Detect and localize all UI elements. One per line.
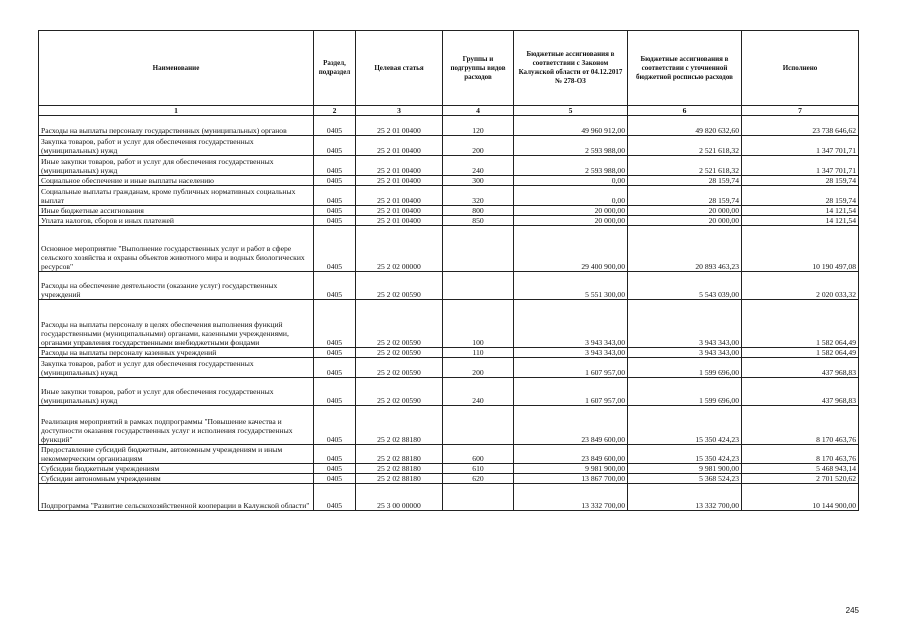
row-section: 0405 bbox=[314, 272, 356, 300]
column-number: 7 bbox=[742, 106, 859, 116]
row-section: 0405 bbox=[314, 206, 356, 216]
row-article: 25 2 01 00400 bbox=[356, 176, 443, 186]
row-article: 25 2 01 00400 bbox=[356, 186, 443, 206]
row-name: Основное мероприятие "Выполнение государственных услуг и работ в сфере сельского хозяйства и охраны объектов животного мира и водных биологических ресурсов" bbox=[39, 226, 314, 272]
row-name: Расходы на обеспечение деятельности (оказание услуг) государственных учреждений bbox=[39, 272, 314, 300]
row-refined-allocation: 5 543 039,00 bbox=[628, 272, 742, 300]
row-law-allocation: 20 000,00 bbox=[514, 216, 628, 226]
row-section: 0405 bbox=[314, 136, 356, 156]
row-section: 0405 bbox=[314, 445, 356, 464]
row-section: 0405 bbox=[314, 348, 356, 358]
row-group: 320 bbox=[443, 186, 514, 206]
table-row bbox=[39, 474, 859, 484]
row-name: Расходы на выплаты персоналу в целях обеспечения выполнения функций государственными (муниципальными) органами, казенными учреждениями, органами управления государственными внебюджетными фондами bbox=[39, 300, 314, 348]
table-row bbox=[39, 136, 859, 156]
row-refined-allocation: 2 521 618,32 bbox=[628, 136, 742, 156]
header-executed: Исполнено bbox=[742, 31, 859, 106]
row-article: 25 2 02 88180 bbox=[356, 445, 443, 464]
row-refined-allocation: 2 521 618,32 bbox=[628, 156, 742, 176]
row-article: 25 2 02 88180 bbox=[356, 474, 443, 484]
row-section: 0405 bbox=[314, 186, 356, 206]
row-section: 0405 bbox=[314, 464, 356, 474]
column-number-row bbox=[39, 106, 859, 116]
row-refined-allocation: 3 943 343,00 bbox=[628, 348, 742, 358]
table-row bbox=[39, 226, 859, 272]
row-group bbox=[443, 272, 514, 300]
row-section: 0405 bbox=[314, 300, 356, 348]
row-section: 0405 bbox=[314, 216, 356, 226]
row-refined-allocation: 9 981 900,00 bbox=[628, 464, 742, 474]
row-article: 25 2 02 00590 bbox=[356, 358, 443, 378]
row-executed: 1 582 064,49 bbox=[742, 348, 859, 358]
header-law-allocation: Бюджетные ассигнования в соответствии с Законом Калужской области от 04.12.2017 № 278-ОЗ bbox=[514, 31, 628, 106]
row-name: Закупка товаров, работ и услуг для обеспечения государственных (муниципальных) нужд bbox=[39, 136, 314, 156]
row-section: 0405 bbox=[314, 116, 356, 136]
row-group bbox=[443, 406, 514, 445]
row-name: Субсидии автономным учреждениям bbox=[39, 474, 314, 484]
header-article: Целевая статья bbox=[356, 31, 443, 106]
column-number: 3 bbox=[356, 106, 443, 116]
row-group bbox=[443, 484, 514, 511]
row-law-allocation: 23 849 600,00 bbox=[514, 406, 628, 445]
table-row bbox=[39, 116, 859, 136]
row-group: 240 bbox=[443, 378, 514, 406]
row-group: 110 bbox=[443, 348, 514, 358]
row-article: 25 2 02 88180 bbox=[356, 464, 443, 474]
row-name: Социальное обеспечение и иные выплаты населению bbox=[39, 176, 314, 186]
row-refined-allocation: 1 599 696,00 bbox=[628, 358, 742, 378]
row-article: 25 3 00 00000 bbox=[356, 484, 443, 511]
row-group: 800 bbox=[443, 206, 514, 216]
row-executed: 8 170 463,76 bbox=[742, 406, 859, 445]
row-refined-allocation: 49 820 632,60 bbox=[628, 116, 742, 136]
row-name: Подпрограмма "Развитие сельскохозяйственной кооперации в Калужской области" bbox=[39, 484, 314, 511]
row-law-allocation: 2 593 988,00 bbox=[514, 136, 628, 156]
row-executed: 1 582 064,49 bbox=[742, 300, 859, 348]
row-law-allocation: 0,00 bbox=[514, 186, 628, 206]
row-law-allocation: 23 849 600,00 bbox=[514, 445, 628, 464]
column-number: 6 bbox=[628, 106, 742, 116]
table-row bbox=[39, 378, 859, 406]
row-executed: 1 347 701,71 bbox=[742, 156, 859, 176]
row-article: 25 2 02 88180 bbox=[356, 406, 443, 445]
row-law-allocation: 29 400 900,00 bbox=[514, 226, 628, 272]
row-executed: 8 170 463,76 bbox=[742, 445, 859, 464]
row-article: 25 2 02 00590 bbox=[356, 272, 443, 300]
row-section: 0405 bbox=[314, 474, 356, 484]
row-executed: 14 121,54 bbox=[742, 206, 859, 216]
row-name: Расходы на выплаты персоналу государственных (муниципальных) органов bbox=[39, 116, 314, 136]
row-law-allocation: 13 332 700,00 bbox=[514, 484, 628, 511]
row-law-allocation: 2 593 988,00 bbox=[514, 156, 628, 176]
row-article: 25 2 02 00590 bbox=[356, 378, 443, 406]
column-number: 4 bbox=[443, 106, 514, 116]
column-number: 5 bbox=[514, 106, 628, 116]
row-article: 25 2 02 00590 bbox=[356, 300, 443, 348]
row-article: 25 2 02 00590 bbox=[356, 348, 443, 358]
row-law-allocation: 49 960 912,00 bbox=[514, 116, 628, 136]
row-refined-allocation: 28 159,74 bbox=[628, 176, 742, 186]
row-name: Иные закупки товаров, работ и услуг для обеспечения государственных (муниципальных) нужд bbox=[39, 378, 314, 406]
row-refined-allocation: 15 350 424,23 bbox=[628, 406, 742, 445]
table-row bbox=[39, 358, 859, 378]
row-executed: 2 020 033,32 bbox=[742, 272, 859, 300]
row-refined-allocation: 20 000,00 bbox=[628, 206, 742, 216]
row-refined-allocation: 20 893 463,23 bbox=[628, 226, 742, 272]
row-law-allocation: 13 867 700,00 bbox=[514, 474, 628, 484]
row-section: 0405 bbox=[314, 156, 356, 176]
row-group: 620 bbox=[443, 474, 514, 484]
row-executed: 437 968,83 bbox=[742, 378, 859, 406]
row-law-allocation: 20 000,00 bbox=[514, 206, 628, 216]
row-article: 25 2 02 00000 bbox=[356, 226, 443, 272]
row-refined-allocation: 13 332 700,00 bbox=[628, 484, 742, 511]
row-group: 600 bbox=[443, 445, 514, 464]
row-executed: 5 468 943,14 bbox=[742, 464, 859, 474]
table-row bbox=[39, 484, 859, 511]
row-executed: 10 190 497,08 bbox=[742, 226, 859, 272]
row-name: Предоставление субсидий бюджетным, автономным учреждениям и иным некоммерческим организациям bbox=[39, 445, 314, 464]
row-name: Расходы на выплаты персоналу казенных учреждений bbox=[39, 348, 314, 358]
row-name: Социальные выплаты гражданам, кроме публичных нормативных социальных выплат bbox=[39, 186, 314, 206]
column-number: 1 bbox=[39, 106, 314, 116]
table-body bbox=[39, 116, 859, 511]
row-executed: 28 159,74 bbox=[742, 176, 859, 186]
table-row bbox=[39, 206, 859, 216]
row-refined-allocation: 5 368 524,23 bbox=[628, 474, 742, 484]
table-row bbox=[39, 464, 859, 474]
row-executed: 10 144 900,00 bbox=[742, 484, 859, 511]
table-row bbox=[39, 156, 859, 176]
table-row bbox=[39, 216, 859, 226]
row-name: Субсидии бюджетным учреждениям bbox=[39, 464, 314, 474]
row-executed: 23 738 646,62 bbox=[742, 116, 859, 136]
table-row bbox=[39, 406, 859, 445]
row-executed: 28 159,74 bbox=[742, 186, 859, 206]
table-row bbox=[39, 300, 859, 348]
row-article: 25 2 01 00400 bbox=[356, 216, 443, 226]
row-refined-allocation: 20 000,00 bbox=[628, 216, 742, 226]
row-executed: 437 968,83 bbox=[742, 358, 859, 378]
row-name: Реализация мероприятий в рамках подпрограммы "Повышение качества и доступности оказания государственных услуг и исполнения государственных функций" bbox=[39, 406, 314, 445]
budget-document bbox=[38, 30, 858, 511]
row-executed: 1 347 701,71 bbox=[742, 136, 859, 156]
row-executed: 14 121,54 bbox=[742, 216, 859, 226]
header-refined-allocation: Бюджетные ассигнования в соответствии с уточненной бюджетной росписью расходов bbox=[628, 31, 742, 106]
row-law-allocation: 1 607 957,00 bbox=[514, 358, 628, 378]
header-row bbox=[39, 31, 859, 106]
row-article: 25 2 01 00400 bbox=[356, 206, 443, 216]
row-group: 240 bbox=[443, 156, 514, 176]
row-law-allocation: 1 607 957,00 bbox=[514, 378, 628, 406]
row-article: 25 2 01 00400 bbox=[356, 156, 443, 176]
row-refined-allocation: 1 599 696,00 bbox=[628, 378, 742, 406]
row-refined-allocation: 28 159,74 bbox=[628, 186, 742, 206]
header-group: Группы и подгруппы видов расходов bbox=[443, 31, 514, 106]
row-name: Закупка товаров, работ и услуг для обеспечения государственных (муниципальных) нужд bbox=[39, 358, 314, 378]
column-number: 2 bbox=[314, 106, 356, 116]
row-law-allocation: 0,00 bbox=[514, 176, 628, 186]
row-section: 0405 bbox=[314, 226, 356, 272]
row-section: 0405 bbox=[314, 378, 356, 406]
row-law-allocation: 3 943 343,00 bbox=[514, 348, 628, 358]
row-section: 0405 bbox=[314, 358, 356, 378]
row-group: 850 bbox=[443, 216, 514, 226]
budget-table bbox=[38, 30, 859, 511]
row-refined-allocation: 3 943 343,00 bbox=[628, 300, 742, 348]
table-row bbox=[39, 445, 859, 464]
table-row bbox=[39, 176, 859, 186]
header-name: Наименование bbox=[39, 31, 314, 106]
row-group: 200 bbox=[443, 358, 514, 378]
row-group: 120 bbox=[443, 116, 514, 136]
row-section: 0405 bbox=[314, 406, 356, 445]
table-row bbox=[39, 348, 859, 358]
row-name: Уплата налогов, сборов и иных платежей bbox=[39, 216, 314, 226]
row-law-allocation: 5 551 300,00 bbox=[514, 272, 628, 300]
page-number: 245 bbox=[845, 606, 859, 615]
table-row bbox=[39, 272, 859, 300]
row-group: 300 bbox=[443, 176, 514, 186]
row-section: 0405 bbox=[314, 176, 356, 186]
row-law-allocation: 9 981 900,00 bbox=[514, 464, 628, 474]
row-group bbox=[443, 226, 514, 272]
row-section: 0405 bbox=[314, 484, 356, 511]
row-law-allocation: 3 943 343,00 bbox=[514, 300, 628, 348]
row-name: Иные бюджетные ассигнования bbox=[39, 206, 314, 216]
row-executed: 2 701 520,62 bbox=[742, 474, 859, 484]
row-group: 200 bbox=[443, 136, 514, 156]
header-section: Раздел, подраздел bbox=[314, 31, 356, 106]
row-group: 610 bbox=[443, 464, 514, 474]
table-row bbox=[39, 186, 859, 206]
row-article: 25 2 01 00400 bbox=[356, 116, 443, 136]
row-article: 25 2 01 00400 bbox=[356, 136, 443, 156]
row-group: 100 bbox=[443, 300, 514, 348]
row-refined-allocation: 15 350 424,23 bbox=[628, 445, 742, 464]
row-name: Иные закупки товаров, работ и услуг для обеспечения государственных (муниципальных) нужд bbox=[39, 156, 314, 176]
